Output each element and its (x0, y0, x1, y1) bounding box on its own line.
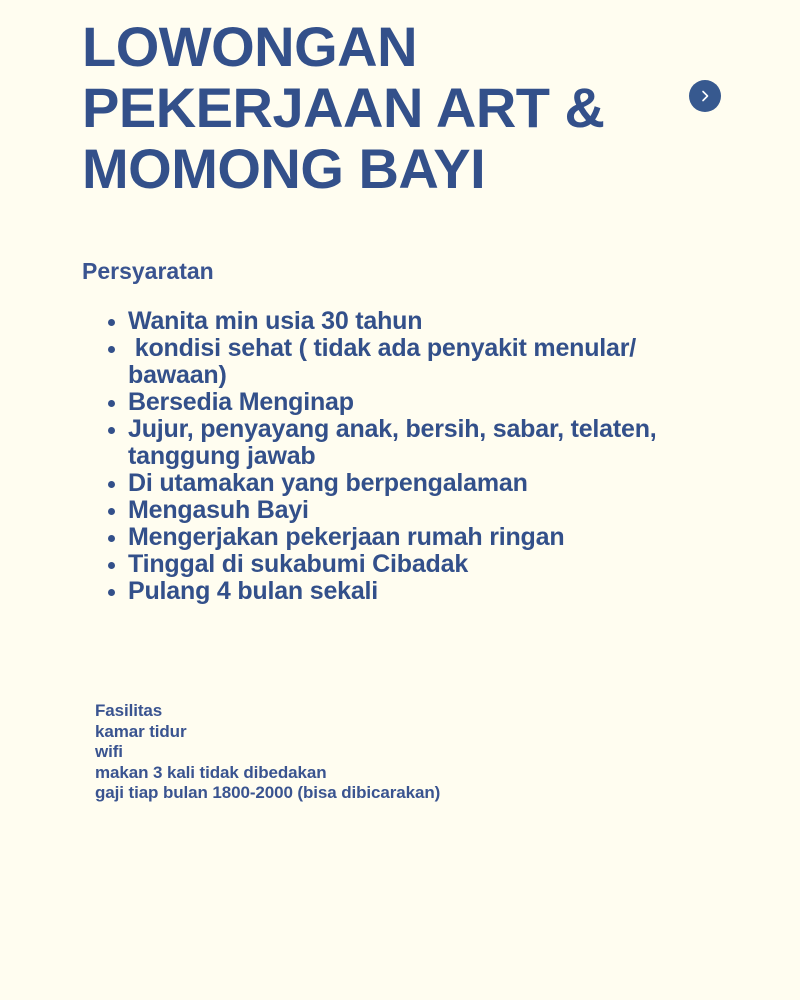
title-line-1: LOWONGAN (82, 15, 418, 78)
list-item: Jujur, penyayang anak, bersih, sabar, telaten, tanggung jawab (104, 416, 704, 470)
page-title (82, 16, 642, 199)
title-line-2: PEKERJAAN ART & (82, 76, 605, 139)
list-item: Tinggal di sukabumi Cibadak (104, 551, 704, 578)
facilities-item: kamar tidur (95, 721, 187, 741)
list-item: Wanita min usia 30 tahun (104, 308, 704, 335)
facilities-heading: Fasilitas (95, 701, 163, 720)
list-item: Bersedia Menginap (104, 389, 704, 416)
chevron-right-icon (698, 89, 712, 103)
title-line-3: MOMONG BAYI (82, 137, 486, 200)
next-button[interactable] (689, 80, 721, 112)
list-item: Mengerjakan pekerjaan rumah ringan (104, 524, 704, 551)
requirements-list (104, 308, 704, 605)
list-item: Mengasuh Bayi (104, 497, 704, 524)
requirements-heading: Persyaratan (82, 258, 214, 284)
facilities-item: gaji tiap bulan 1800-2000 (bisa dibicarakan) (95, 783, 441, 802)
facilities-item: makan 3 kali tidak dibedakan (95, 762, 327, 782)
list-item: Di utamakan yang berpengalaman (104, 470, 704, 497)
list-item: Pulang 4 bulan sekali (104, 578, 704, 605)
facilities-item: wifi (95, 742, 123, 761)
list-item: kondisi sehat ( tidak ada penyakit menular/ bawaan) (104, 335, 704, 389)
facilities-block (95, 701, 495, 804)
